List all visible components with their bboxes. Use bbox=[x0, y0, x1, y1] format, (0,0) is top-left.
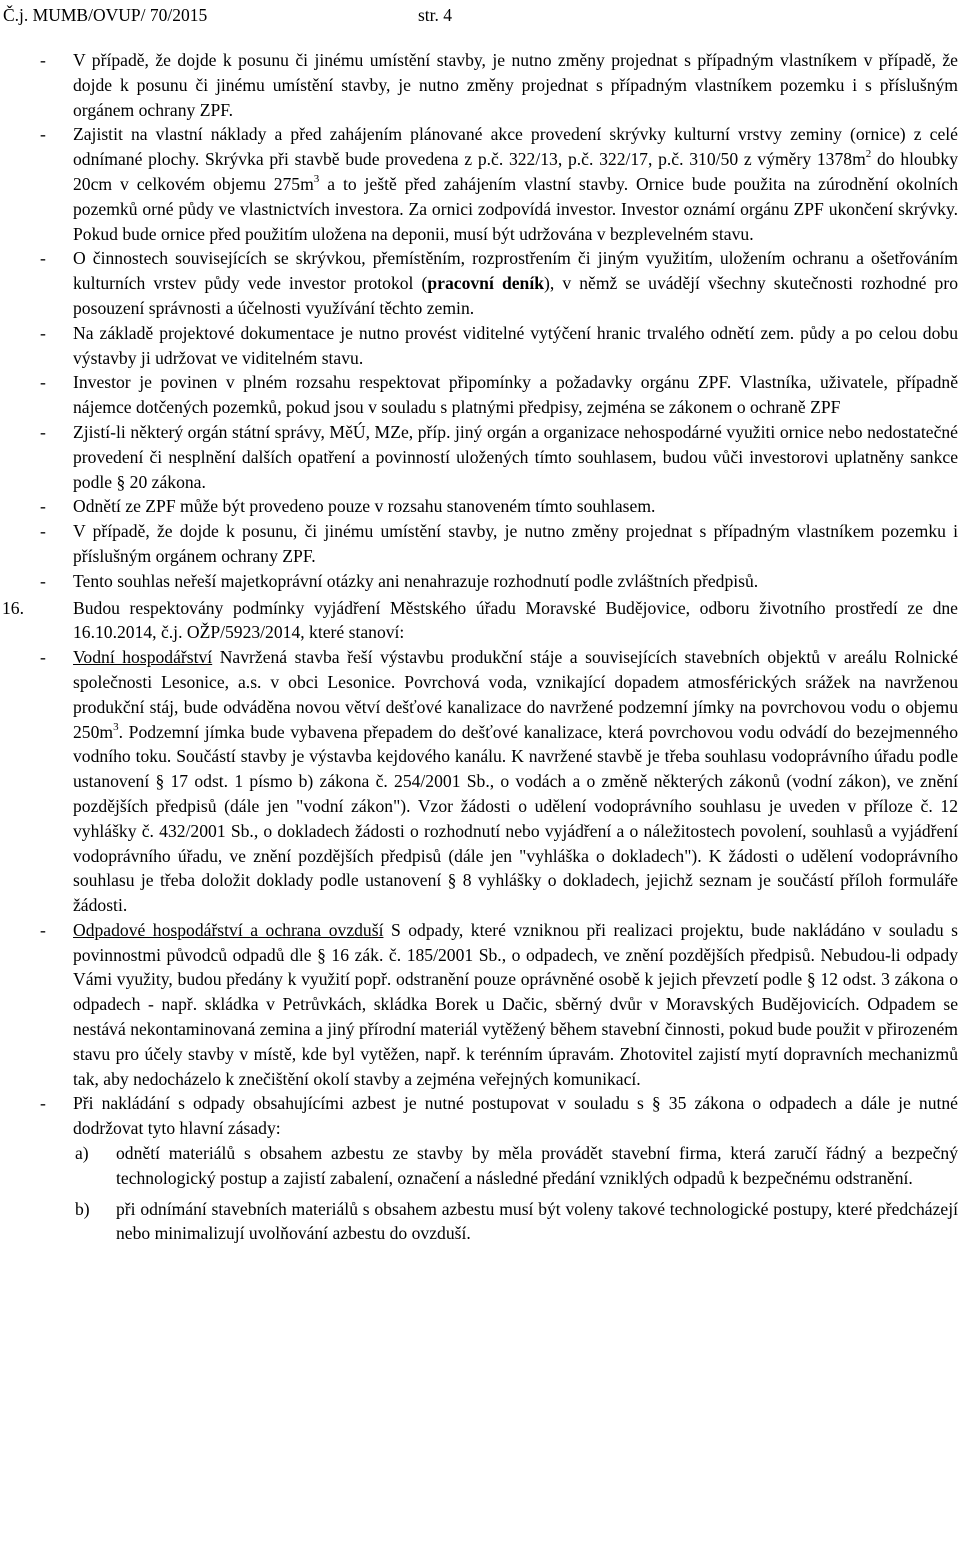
dash-marker: - bbox=[40, 421, 46, 442]
dash-marker: - bbox=[40, 919, 46, 940]
dash-marker: - bbox=[40, 570, 46, 591]
text-run: Navržená stavba řeší výstavbu produkční stáje a souvisejících stavebních objektů v areálu Rolnické společnosti Lesonice, a.s. v obci Lesonice. Povrchová voda, vznikající dopadem atmosférických srážek na navrženou produkční stáj, bude odváděna novou větví dešťové kanalizace do navržené podzemní jímky na povrchovou vodu o objemu 250m bbox=[73, 647, 958, 742]
letter-marker: b) bbox=[75, 1198, 90, 1219]
sub-item-text bbox=[40, 918, 958, 1092]
item-number: 16. bbox=[2, 597, 24, 618]
dash-marker: - bbox=[40, 50, 46, 70]
numbered-item-text: Budou respektovány podmínky vyjádření Městského úřadu Moravské Budějovice, odboru životního prostředí ze dne 16.10.2014, č.j. OŽP/5923/2014, které stanoví: bbox=[73, 597, 958, 643]
list-item bbox=[40, 321, 958, 371]
text-run: S odpady, které vzniknou při realizaci projektu, bude nakládáno v souladu s povinnostmi původců odpadů dle § 16 zák. č. 185/2001 Sb., o odpadech, ve znění pozdějších předpisů. Nebudou-li odpady Vámi využity, budou předány k využití popř. odstranění pouze oprávněné osobě k jejich převzetí podle § 12 odst. 3 zákona o odpadech - např. skládka v Petrůvkách, skládka Borek u Dačic, sběrný dvůr v Moravských Budějovicích. Odpadem se nestává nekontaminovaná zemina a jiný přírodní materiál vytěžený během stavební činnosti, pokud bude použit v přirozeném stavu pro účely stavby v místě, kde byl vytěžen, např. k terénním úpravám. Zhotovitel zajistí mytí dopravních mechanizmů tak, aby nedocházelo k znečištění okolí stavby a zejména veřejných komunikací. bbox=[73, 919, 958, 1089]
list-item bbox=[40, 48, 958, 122]
sub-item-text bbox=[40, 645, 958, 918]
section-title-waste: Odpadové hospodářství a ochrana ovzduší bbox=[73, 919, 384, 940]
list-item-text: Investor je povinen v plném rozsahu respektovat připomínky a požadavky orgánu ZPF. Vlastníka, uživatele, případně nájemce dotčených pozemků, pokud jsou v souladu s platnými předpisy, zejména se zákonem o ochraně ZPF bbox=[73, 372, 958, 418]
lettered-item-b bbox=[40, 1197, 958, 1247]
list-item-text: Tento souhlas neřeší majetkoprávní otázky ani nenahrazuje rozhodnutí podle zvláštních předpisů. bbox=[73, 570, 759, 591]
numbered-item-16 bbox=[2, 596, 958, 646]
list-item bbox=[40, 370, 958, 420]
dash-marker: - bbox=[40, 248, 46, 269]
superscript: 3 bbox=[313, 173, 320, 186]
dash-marker: - bbox=[40, 496, 46, 517]
text-run: O činnostech souvisejících se skrývkou, přemístěním, rozprostřením či jiným využitím, uložením ochranu a ošetřováním kulturních vrstev půdy vede investor protokol ( bbox=[73, 248, 958, 294]
list-item-text: V případě, že dojde k posunu, či jinému umístění stavby, je nutno změny projednat s případným vlastníkem pozemku i příslušným orgánem ochrany ZPF. bbox=[73, 521, 958, 566]
bold-term: pracovní deník bbox=[427, 273, 544, 294]
page-number: str. 4 bbox=[418, 5, 453, 25]
lettered-item-text: při odnímání stavebních materiálů s obsahem azbestu musí být voleny takové technologické postupy, které předcházejí nebo minimalizují uvolňování azbestu do ovzduší. bbox=[116, 1198, 958, 1244]
dash-marker: - bbox=[40, 372, 46, 393]
sub-item-waste bbox=[40, 918, 958, 1092]
list-item bbox=[40, 122, 958, 246]
list-item-text: Odnětí ze ZPF může být provedeno pouze v rozsahu stanoveném tímto souhlasem. bbox=[73, 496, 656, 517]
lettered-item-text: odnětí materiálů s obsahem azbestu ze stavby by měla provádět stavební firma, která zaručí řádný a bezpečný technologický postup a zajistí zabalení, označení a následné předání vzniklých odpadů k bezpečnému odstranění. bbox=[116, 1143, 958, 1188]
superscript: 3 bbox=[113, 720, 119, 733]
list-item-text bbox=[40, 122, 958, 246]
list-item-text: V případě, že dojde k posunu či jinému umístění stavby, je nutno změny projednat s případným vlastníkem v případě, že dojde k posunu či jinému umístění stavby, je nutno změny projednat s případným vlastníkem pozemku i s příslušným orgánem ochrany ZPF. bbox=[73, 50, 958, 120]
dash-marker: - bbox=[40, 124, 46, 145]
section-title-water: Vodní hospodářství bbox=[73, 647, 213, 668]
dash-marker: - bbox=[40, 322, 46, 343]
sub-item-asbestos bbox=[40, 1091, 958, 1141]
lettered-item-a bbox=[40, 1141, 958, 1191]
superscript: 2 bbox=[865, 148, 872, 161]
dash-marker: - bbox=[40, 1093, 46, 1114]
list-item-text: Na základě projektové dokumentace je nutno provést viditelné vytýčení hranic trvalého odnětí zem. půdy a po celou dobu výstavby ji udržovat ve viditelném stavu. bbox=[73, 322, 958, 368]
letter-marker: a) bbox=[75, 1143, 89, 1164]
reference-number: Č.j. MUMB/OVUP/ 70/2015 bbox=[3, 5, 208, 25]
list-item bbox=[40, 569, 958, 594]
sub-item-water bbox=[40, 645, 958, 918]
list-item bbox=[40, 420, 958, 494]
text-run: do hloubky 20cm v celkovém objemu 275m bbox=[73, 149, 959, 194]
list-item bbox=[40, 246, 958, 320]
list-item-text: Zjistí-li některý orgán státní správy, MěÚ, MZe, příp. jiný orgán a organizace nehospodárné využiti ornice nebo nedostatečné provedení či nesplnění dalších opatření a povinností uložených tímto souhlasem, budou vůči investorovi uplatněny sankce podle § 20 zákona. bbox=[73, 421, 958, 492]
dash-marker: - bbox=[40, 521, 46, 542]
page-header bbox=[0, 4, 960, 26]
sub-item-text: Při nakládání s odpady obsahujícími azbest je nutné postupovat v souladu s § 35 zákona o odpadech a dále je nutné dodržovat tyto hlavní zásady: bbox=[73, 1093, 958, 1139]
text-run: . Podzemní jímka bude vybavena přepadem do dešťové kanalizace, která povrchovou vodu odvádí do bezejmenného vodního toku. Součástí stavby je výstavba kejdového kanálu. K navržené stavbě je třeba souhlasu vodoprávního úřadu podle ustanovení § 17 odst. 1 písmo b) zákona č. 254/2001 Sb., o vodách a o změně některých zákonů (vodní zákon), ve znění pozdějších předpisů (dále jen "vodní zákon"). Vzor žádosti o udělení vodoprávního souhlasu je uveden v příloze č. 12 vyhlášky č. 432/2001 Sb., o dokladech žádosti o rozhodnutí nebo vyjádření a o náležitostech povolení, souhlasů a vyjádření vodoprávního úřadu, ve znění pozdějších předpisů (dále jen "vyhláška o dokladech"). K žádosti o udělení vodoprávního souhlasu je třeba doložit doklady podle ustanovení § 8 vyhlášky o dokladech, jejichž seznam je součástí příloh formuláře žádosti. bbox=[73, 721, 958, 916]
dash-marker: - bbox=[40, 647, 46, 668]
list-item-text bbox=[40, 246, 958, 320]
text-run: Zajistit na vlastní náklady a před zahájením plánované akce provedení skrývky kulturní vrstvy zeminy (ornice) z celé odnímané plochy. Skrývka při stavbě bude provedena z p.č. 322/13, p.č. 322/17, p.č. 310/50 z výměry 1378m bbox=[73, 124, 958, 170]
document-body bbox=[2, 48, 959, 1246]
list-item bbox=[40, 519, 958, 569]
text-run: a to ještě před zahájením vlastní stavby. Ornice bude použita na zúrodnění okolních pozemků orné půdy ve vlastnictvích investora. Za ornici zodpovídá investor. Investor oznámí orgánu ZPF ukončení skrývky. Pokud bude ornice před použitím uložena na deponii, musí být udržována v bezplevelném stavu. bbox=[73, 173, 958, 244]
list-item bbox=[40, 494, 958, 519]
text-run: ), v němž se uvádějí všechny skutečnosti rozhodné pro posouzení správnosti a účelnosti využívání těchto zemin. bbox=[73, 273, 959, 318]
